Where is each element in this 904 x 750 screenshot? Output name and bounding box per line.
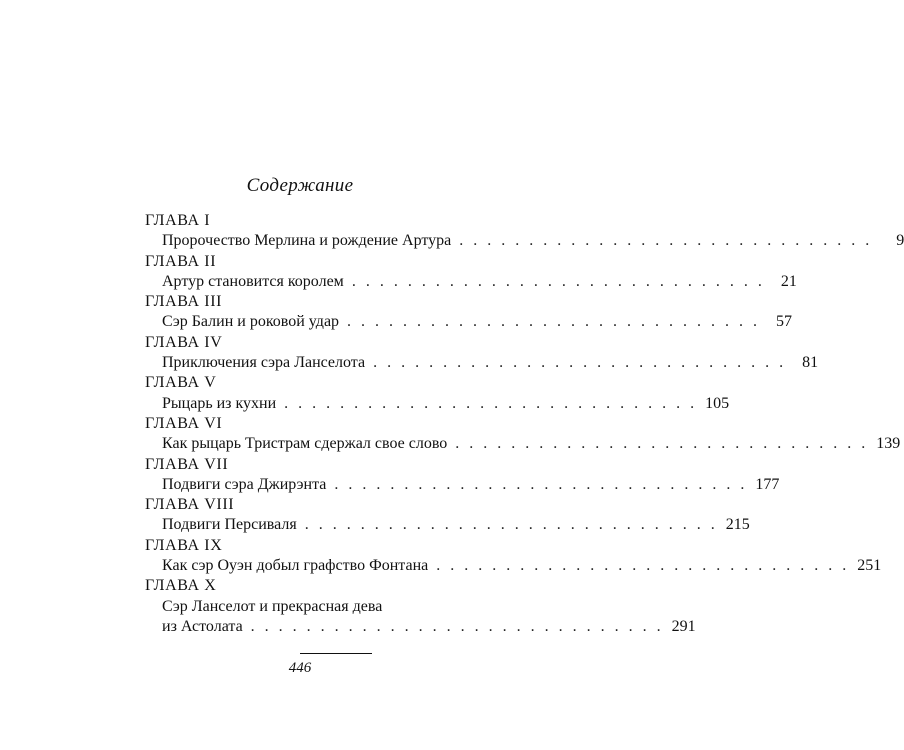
dot-leader: . . . . . . . . . . . . . . . . . . . . . . . . . . . . . .: [250, 617, 664, 635]
entry-title: Рыцарь из кухни: [162, 394, 277, 412]
entry-title: Приключения сэра Ланселота: [162, 354, 366, 372]
entry-page: 105: [705, 394, 730, 412]
page-title: Содержание: [246, 175, 354, 196]
entry-page: 9: [896, 232, 904, 250]
footer-rule: [300, 653, 372, 654]
entry-title: Подвиги сэра Джирэнта: [162, 475, 327, 493]
entry-title-line2: из Астолата: [162, 617, 243, 635]
toc-entry[interactable]: [145, 272, 797, 292]
toc-entry[interactable]: [145, 394, 730, 414]
toc-entry[interactable]: [145, 597, 696, 638]
page-number: 446: [288, 660, 312, 676]
chapter-heading: ГЛАВА IV: [145, 333, 223, 351]
entry-page: 291: [671, 617, 696, 635]
toc-entry[interactable]: [145, 475, 780, 495]
chapter-heading: ГЛАВА VI: [145, 414, 223, 432]
entry-page: 177: [755, 475, 780, 493]
entry-page: 81: [802, 354, 819, 372]
entry-page: 139: [876, 435, 901, 453]
dot-leader: . . . . . . . . . . . . . . . . . . . . . . . . . . . . . .: [347, 313, 761, 331]
entry-page: 215: [725, 516, 750, 534]
toc-entry[interactable]: [145, 353, 819, 373]
dot-leader: . . . . . . . . . . . . . . . . . . . . . . . . . . . . . .: [334, 475, 748, 493]
chapter-heading: ГЛАВА VII: [145, 455, 229, 473]
chapter-heading: ГЛАВА IX: [145, 536, 223, 554]
dot-leader: . . . . . . . . . . . . . . . . . . . . . . . . . . . . . .: [436, 557, 850, 575]
dot-leader: . . . . . . . . . . . . . . . . . . . . . . . . . . . . . .: [373, 354, 787, 372]
toc-entry[interactable]: [145, 231, 904, 251]
toc-entry[interactable]: [145, 556, 882, 576]
entry-title: Пророчество Мерлина и рождение Артура: [162, 232, 452, 250]
chapter-heading: ГЛАВА V: [145, 374, 217, 392]
entry-page: 21: [780, 272, 797, 290]
entry-title-line1: Сэр Ланселот и прекрасная дева: [162, 597, 383, 615]
dot-leader: . . . . . . . . . . . . . . . . . . . . . . . . . . . . . .: [351, 272, 765, 290]
entry-title: Сэр Балин и роковой удар: [162, 313, 340, 331]
entry-title: Как сэр Оуэн добыл графство Фонтана: [162, 557, 429, 575]
entry-title: Подвиги Персиваля: [162, 516, 297, 534]
dot-leader: . . . . . . . . . . . . . . . . . . . . . . . . . . . . . .: [459, 232, 873, 250]
table-of-contents: [145, 211, 904, 637]
entry-title: Артур становится королем: [162, 272, 344, 290]
chapter-heading: ГЛАВА I: [145, 212, 211, 229]
dot-leader: . . . . . . . . . . . . . . . . . . . . . . . . . . . . . .: [284, 394, 698, 412]
entry-page: 57: [776, 313, 793, 331]
chapter-heading: ГЛАВА VIII: [145, 496, 235, 514]
dot-leader: . . . . . . . . . . . . . . . . . . . . . . . . . . . . . .: [304, 516, 718, 534]
chapter-heading: ГЛАВА X: [145, 577, 217, 595]
chapter-heading: ГЛАВА II: [145, 252, 217, 270]
toc-entry[interactable]: [145, 312, 793, 332]
chapter-heading: ГЛАВА III: [145, 293, 223, 311]
toc-entry[interactable]: [145, 515, 750, 535]
entry-title: Как рыцарь Тристрам сдержал свое слово: [162, 435, 448, 453]
toc-entry[interactable]: [145, 434, 901, 454]
entry-page: 251: [857, 557, 882, 575]
dot-leader: . . . . . . . . . . . . . . . . . . . . . . . . . . . . . .: [455, 435, 869, 453]
